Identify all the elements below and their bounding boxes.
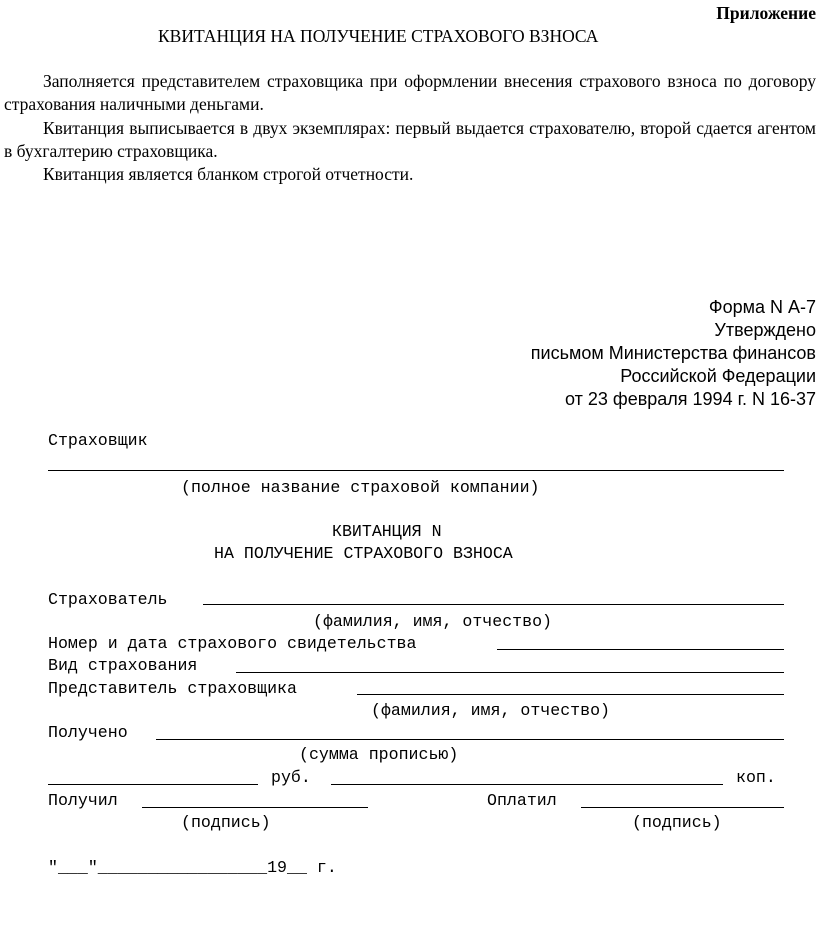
approved-label: Утверждено <box>714 320 816 340</box>
agent-field-line[interactable] <box>357 694 784 695</box>
paid-signature-line[interactable] <box>581 807 784 808</box>
insured-hint: (фамилия, имя, отчество) <box>313 612 552 631</box>
certificate-label: Номер и дата страхового свидетельства <box>48 634 417 653</box>
russian-federation: Российской Федерации <box>620 366 816 386</box>
agent-hint: (фамилия, имя, отчество) <box>371 701 610 720</box>
appendix-label: Приложение <box>716 3 816 23</box>
insurance-type-label: Вид страхования <box>48 656 198 675</box>
insured-label: Страхователь <box>48 590 168 609</box>
amount-hint: (сумма прописью) <box>299 745 459 764</box>
paid-label: Оплатил <box>487 791 557 810</box>
insurer-hint: (полное название страховой компании) <box>181 478 540 497</box>
form-number: Форма N А-7 <box>708 297 816 317</box>
insurance-type-field-line[interactable] <box>236 672 784 673</box>
signature-hint-right: (подпись) <box>632 813 722 832</box>
intro-paragraph-1: Заполняется представителем страховщика при оформлении внесения страхового взноса по договору страхования наличными деньгами. <box>4 71 816 114</box>
received-field-line[interactable] <box>156 739 784 740</box>
approval-date: от 23 февраля 1994 г. N 16-37 <box>565 389 816 409</box>
intro-paragraph-3: Квитанция является бланком строгой отчетности. <box>43 164 414 184</box>
ministry-letter: письмом Министерства финансов <box>530 343 816 363</box>
page-title: КВИТАНЦИЯ НА ПОЛУЧЕНИЕ СТРАХОВОГО ВЗНОСА <box>158 26 599 46</box>
signature-hint-left: (подпись) <box>181 813 271 832</box>
receipt-title-1: КВИТАНЦИЯ N <box>332 522 442 541</box>
date-line[interactable]: "___"_________________19__ г. <box>48 858 337 877</box>
intro-paragraph-2: Квитанция выписывается в двух экземплярах: первый выдается страхователю, второй сдается агентом в бухгалтерию страховщика. <box>4 118 816 161</box>
got-label: Получил <box>48 791 118 810</box>
insurer-field-line[interactable] <box>48 470 784 471</box>
certificate-field-line[interactable] <box>497 649 784 650</box>
rub-label: руб. <box>271 768 311 787</box>
receipt-title-2: НА ПОЛУЧЕНИЕ СТРАХОВОГО ВЗНОСА <box>214 544 513 563</box>
got-signature-line[interactable] <box>142 807 368 808</box>
received-label: Получено <box>48 723 128 742</box>
rub-field-line[interactable] <box>48 784 258 785</box>
kop-label: коп. <box>736 768 776 787</box>
agent-label: Представитель страховщика <box>48 679 297 698</box>
insured-field-line[interactable] <box>203 604 784 605</box>
insurer-label: Страховщик <box>48 431 148 450</box>
kop-field-line[interactable] <box>331 784 723 785</box>
